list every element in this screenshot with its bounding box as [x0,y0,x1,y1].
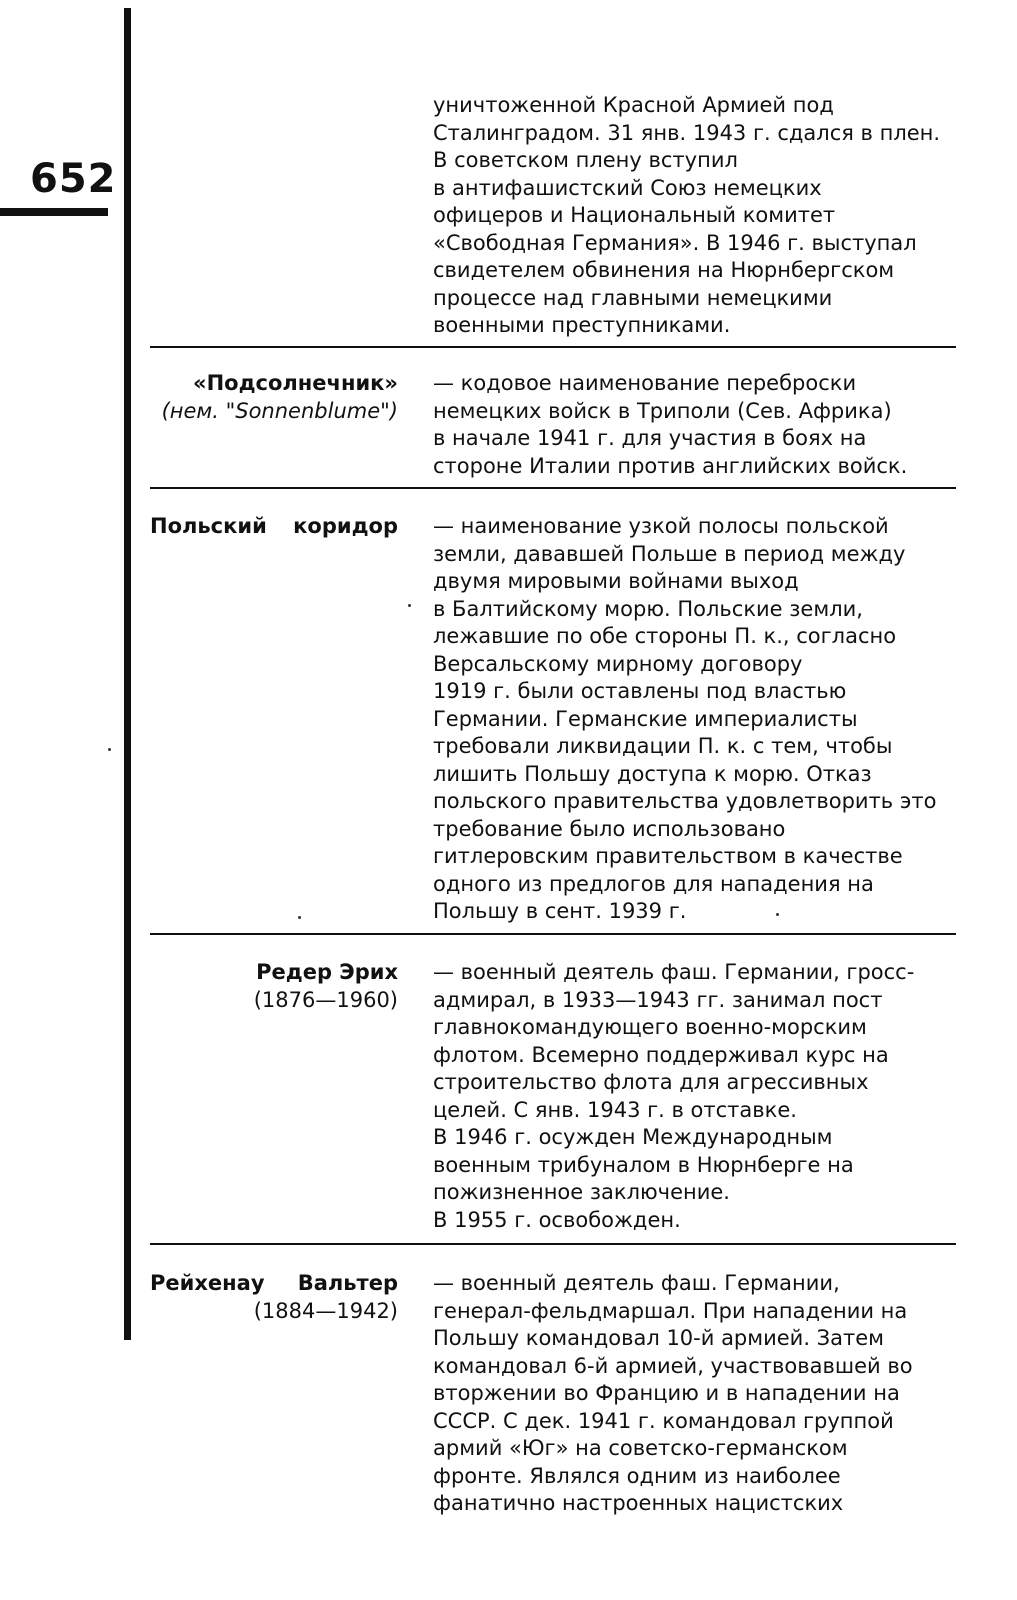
text-line: Версальскому мирному договору [433,651,803,676]
text-line: одного из предлогов для нападения на [433,871,874,896]
text-line: офицеров и Национальный комитет [433,203,836,227]
text-line: Сталинградом. 31 янв. 1943 г. сдался в плен. [433,120,941,145]
text-line: В 1955 г. освобожден. [433,1207,681,1232]
text-line: 1919 г. были оставлены под властью [433,679,847,703]
text-line: земли, дававшей Польше в период между [433,541,906,566]
text-line: вторжении во Францию и в нападении на [433,1381,900,1405]
text-line: свидетелем обвинения на Нюрнбергском [433,258,895,282]
entry-term-block [150,370,398,425]
entry-definition [433,513,959,926]
text-line: Польшу командовал 10-й армией. Затем [433,1326,884,1350]
text-line: главнокомандующего военно-морским [433,1015,867,1039]
text-line: лежавшие по обе стороны П. к., согласно [433,624,897,648]
text-line: лишить Польшу доступа к морю. Отказ [433,761,872,786]
margin-vertical-rule [124,8,131,1340]
text-line: гитлеровским правительством в качестве [433,844,903,868]
text-line: В советском плену вступил [433,148,738,172]
entry-definition [433,370,959,480]
print-speck [108,748,111,751]
entry-term-block [150,1270,398,1325]
text-line: — наименование узкой полосы польской [433,514,889,538]
text-line: «Свободная Германия». В 1946 г. выступал [433,230,917,255]
entry-note: (1876—1960) [253,987,398,1012]
page-number-underline [0,208,108,216]
text-line: строительство флота для агрессивных [433,1070,869,1094]
text-line: фанатично настроенных нацистских [433,1491,844,1515]
text-line: процессе над главными немецкими [433,285,833,310]
text-line: Польшу в сент. 1939 г. [433,899,687,923]
text-line: уничтоженной Красной Армией под [433,93,834,117]
entry-term: «Подсолнечник» [193,371,398,395]
text-line: армий «Юг» на советско-германском [433,1436,848,1460]
text-line: адмирал, в 1933—1943 гг. занимал пост [433,987,883,1012]
entry-term-block [150,513,398,541]
text-line: командовал 6-й армией, участвовавшей во [433,1353,913,1378]
entry-divider [150,487,956,489]
entry-note: (нем. "Sonnenblume") [161,398,398,423]
text-line: генерал-фельдмаршал. При нападении на [433,1298,908,1323]
text-line: Германии. Германские империалисты [433,706,858,731]
text-line: в Балтийскому морю. Польские земли, [433,596,863,621]
text-line: военным трибуналом в Нюрнберге на [433,1152,854,1177]
text-line: в начале 1941 г. для участия в боях на [433,426,867,450]
text-line: целей. С янв. 1943 г. в отставке. [433,1097,797,1122]
text-line: военными преступниками. [433,313,731,337]
print-speck [408,604,411,607]
text-line: В 1946 г. осужден Международным [433,1125,833,1149]
text-line: — военный деятель фаш. Германии, гросс- [433,960,915,984]
entry-note: (1884—1942) [253,1298,398,1323]
continuation-paragraph [433,92,959,340]
text-line: СССР. С дек. 1941 г. командовал группой [433,1408,894,1433]
text-line: фронте. Являлся одним из наиболее [433,1463,841,1488]
text-line: стороне Италии против английских войск. [433,453,908,478]
text-line: немецких войск в Триполи (Сев. Африка) [433,398,892,423]
entry-term: Рейхенау Вальтер [150,1271,398,1295]
text-line: — кодовое наименование переброски [433,371,857,395]
entry-divider [150,1243,956,1245]
page-number: 652 [30,156,117,202]
text-line: двумя мировыми войнами выход [433,569,799,593]
print-speck [298,916,301,919]
text-line: — военный деятель фаш. Германии, [433,1271,840,1295]
entry-divider [150,933,956,935]
entry-term: Польский коридор [150,514,398,538]
entry-definition [433,1270,959,1518]
text-line: требовали ликвидации П. к. с тем, чтобы [433,734,893,758]
entry-divider [150,346,956,348]
entry-term-block [150,959,398,1014]
text-line: требование было использовано [433,816,786,841]
entry-definition [433,959,959,1234]
print-speck [776,913,779,916]
text-line: в антифашистский Союз немецких [433,175,822,200]
text-line: польского правительства удовлетворить это [433,789,937,813]
entry-term: Редер Эрих [256,960,398,984]
text-line: флотом. Всемерно поддерживал курс на [433,1042,889,1067]
text-line: пожизненное заключение. [433,1180,730,1204]
